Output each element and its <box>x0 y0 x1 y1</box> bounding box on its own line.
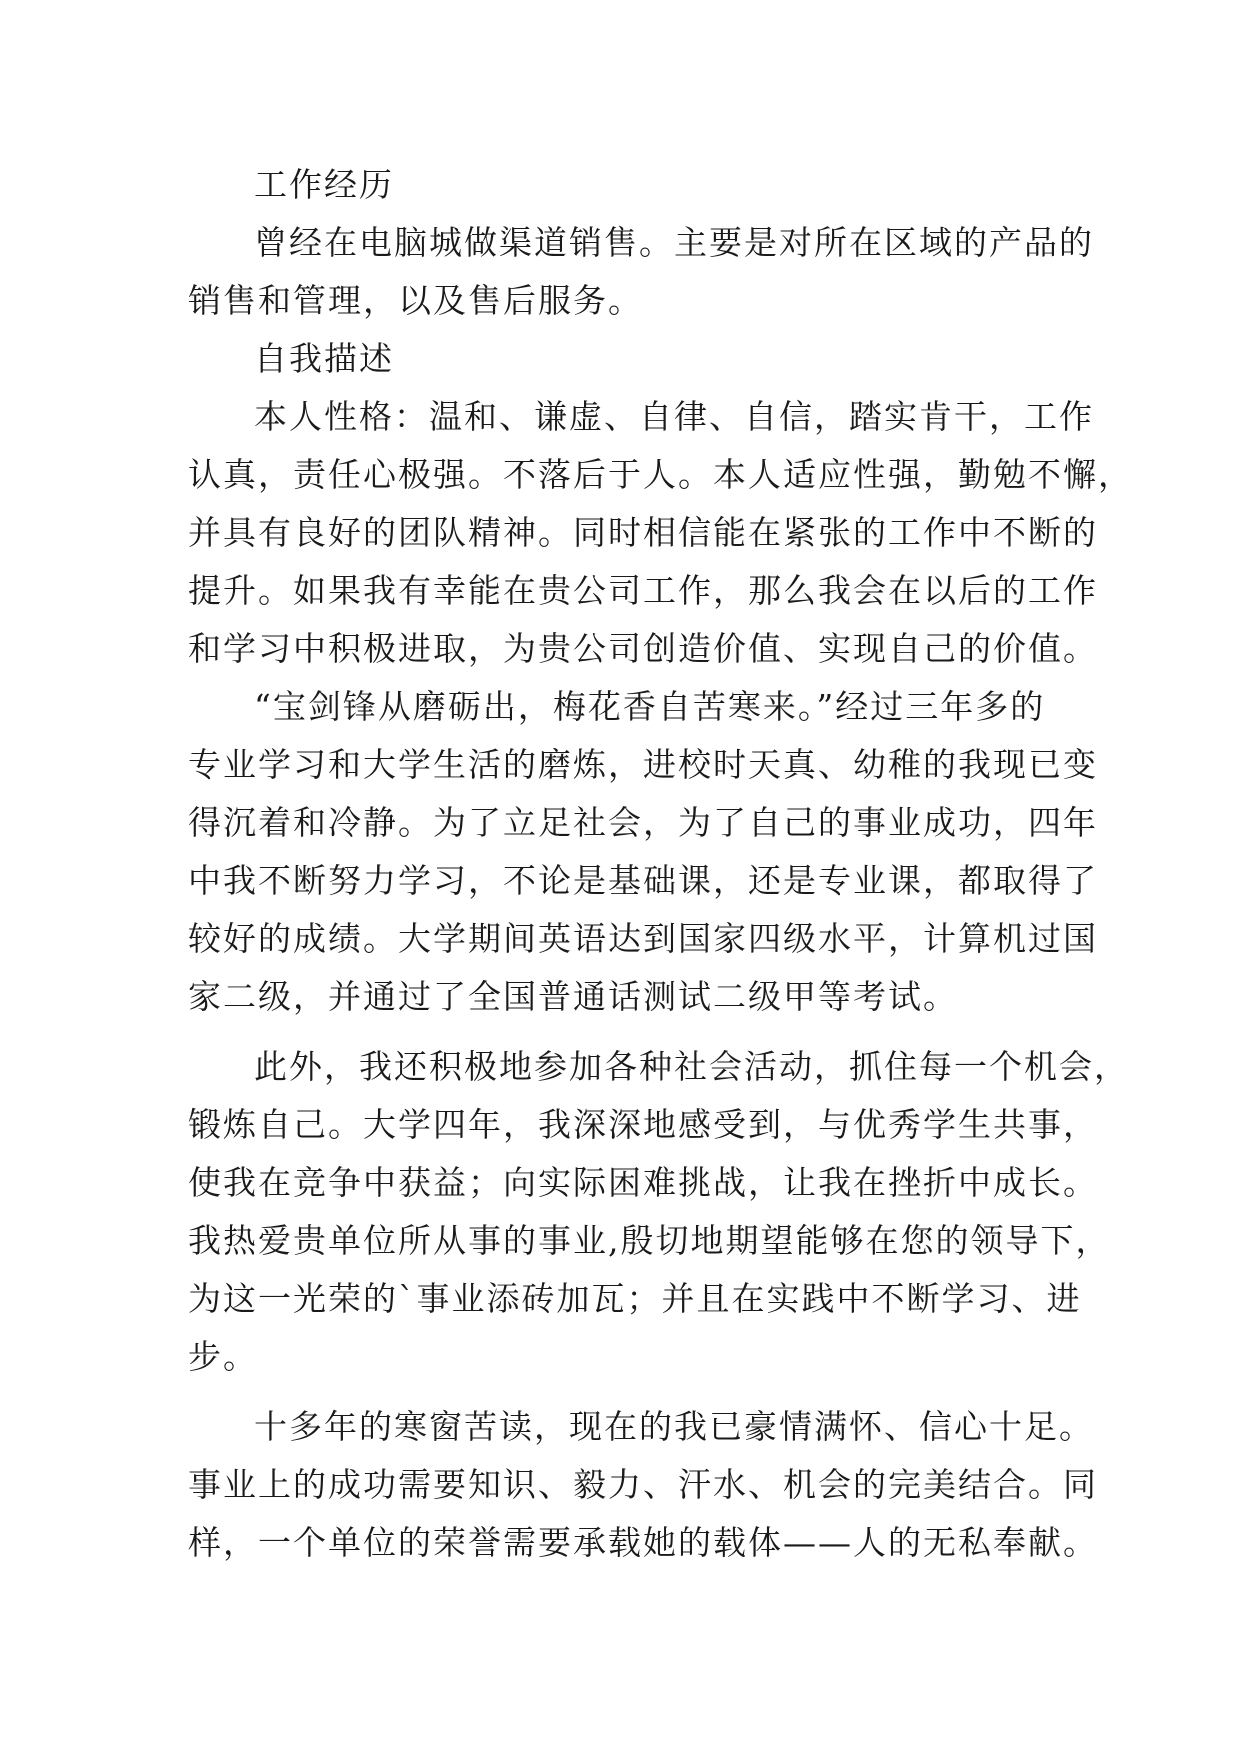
text-line: 样，一个单位的荣誉需要承载她的载体——人的无私奉献。 <box>188 1523 1098 1562</box>
text-line: 和学习中积极进取，为贵公司创造价值、实现自己的价值。 <box>188 629 1098 668</box>
body-text <box>188 156 1133 1572</box>
text-line: 得沉着和冷静。为了立足社会，为了自己的事业成功，四年 <box>188 803 1098 842</box>
text-line: 家二级，并通过了全国普通话测试二级甲等考试。 <box>188 977 958 1016</box>
text-line: 销售和管理，以及售后服务。 <box>188 281 643 320</box>
text-line: 我热爱贵单位所从事的事业,殷切地期望能够在您的领导下， <box>188 1221 1111 1260</box>
text-line: 中我不断努力学习，不论是基础课，还是专业课，都取得了 <box>188 861 1098 900</box>
section-heading-work-experience: 工作经历 <box>254 165 394 204</box>
text-line: 十多年的寒窗苦读，现在的我已豪情满怀、信心十足。 <box>254 1407 1094 1446</box>
text-line: 本人性格：温和、谦虚、自律、自信，踏实肯干，工作 <box>254 397 1094 436</box>
text-line: 较好的成绩。大学期间英语达到国家四级水平，计算机过国 <box>188 919 1098 958</box>
section-heading-self-description: 自我描述 <box>254 339 394 378</box>
text-line: 专业学习和大学生活的磨炼，进校时天真、幼稚的我现已变 <box>188 745 1098 784</box>
text-line: 步。 <box>188 1337 258 1376</box>
text-line: 认真，责任心极强。不落后于人。本人适应性强，勤勉不懈， <box>188 455 1133 494</box>
text-line: 提升。如果我有幸能在贵公司工作，那么我会在以后的工作 <box>188 571 1098 610</box>
text-line: “宝剑锋从磨砺出，梅花香自苦寒来。”经过三年多的 <box>254 687 1046 726</box>
text-line: 锻炼自己。大学四年，我深深地感受到，与优秀学生共事， <box>188 1105 1098 1144</box>
text-line: 为这一光荣的`事业添砖加瓦；并且在实践中不断学习、进 <box>188 1279 1082 1318</box>
text-line: 曾经在电脑城做渠道销售。主要是对所在区域的产品的 <box>254 223 1094 262</box>
text-line: 并具有良好的团队精神。同时相信能在紧张的工作中不断的 <box>188 513 1098 552</box>
text-line: 使我在竞争中获益；向实际困难挑战，让我在挫折中成长。 <box>188 1163 1098 1202</box>
text-line: 此外，我还积极地参加各种社会活动，抓住每一个机会， <box>254 1047 1129 1086</box>
text-line: 事业上的成功需要知识、毅力、汗水、机会的完美结合。同 <box>188 1465 1098 1504</box>
